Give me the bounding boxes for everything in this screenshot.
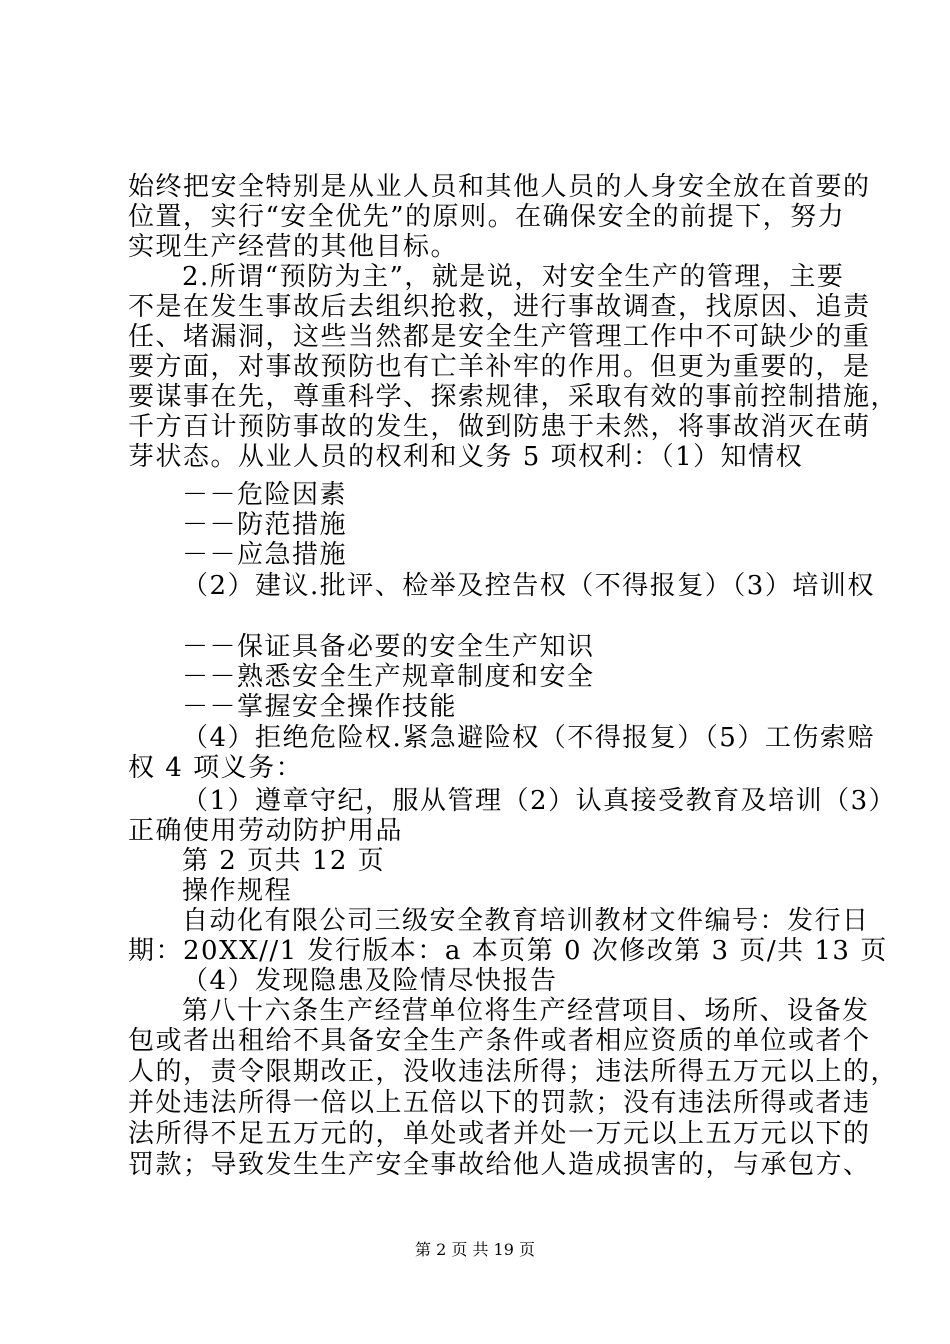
text-line-29: 人的，责令限期改正，没收违法所得；违法所得五万元以上的， [128,1057,899,1087]
text-line-3: 实现生产经营的其他目标。 [128,232,459,262]
text-line-12: －－防范措施 [182,510,348,540]
text-line-14: （2）建议.批评、检举及控告权（不得报复）（3）培训权 [182,571,875,601]
text-line-1: 始终把安全特别是从业人员和其他人员的人身安全放在首要的 [128,172,871,202]
text-line-22: 第 2 页共 12 页 [182,846,386,876]
text-line-6: 任、堵漏洞，这些当然都是安全生产管理工作中不可缺少的重 [128,322,871,352]
text-line-31: 法所得不足五万元的，单处或者并处一万元以上五万元以下的 [128,1119,871,1149]
text-line-7: 要方面，对事故预防也有亡羊补牢的作用。但更为重要的，是 [128,352,871,382]
text-line-9: 千方百计预防事故的发生，做到防患于未然，将事故消灭在萌 [128,412,871,442]
text-line-15: －－保证具备必要的安全生产知识 [182,632,595,662]
text-line-20: （1）遵章守纪，服从管理（2）认真接受教育及培训（3） [182,786,897,816]
page-footer-label: 第 2 页 共 19 页 [415,1240,535,1259]
text-line-13: －－应急措施 [182,540,348,570]
text-line-27: 第八十六条生产经营单位将生产经营项目、场所、设备发 [182,996,870,1026]
text-line-11: －－危险因素 [182,480,348,510]
text-line-23: 操作规程 [182,876,293,906]
text-line-25: 期：20XX//1 发行版本：a 本页第 0 次修改第 3 页/共 13 页 [128,936,888,966]
text-line-28: 包或者出租给不具备安全生产条件或者相应资质的单位或者个 [128,1026,871,1056]
text-line-21: 正确使用劳动防护用品 [128,816,404,846]
text-line-24: 自动化有限公司三级安全教育培训教材文件编号：发行日 [182,906,870,936]
text-line-2: 位置，实行“安全优先”的原则。在确保安全的前提下，努力 [128,202,846,232]
text-line-10: 芽状态。从业人员的权利和义务 5 项权利：（1）知情权 [128,442,804,472]
text-line-4: 2.所谓“预防为主”，就是说，对安全生产的管理，主要 [182,262,845,292]
text-line-8: 要谋事在先，尊重科学、探索规律，采取有效的事前控制措施， [128,382,899,412]
text-line-32: 罚款；导致发生生产安全事故给他人造成损害的，与承包方、 [128,1150,871,1180]
text-line-30: 并处违法所得一倍以上五倍以下的罚款；没有违法所得或者违 [128,1088,871,1118]
text-line-26: （4）发现隐患及险情尽快报告 [182,966,558,996]
text-line-17: －－掌握安全操作技能 [182,692,458,722]
text-line-19: 权 4 项义务： [128,753,304,783]
text-line-5: 不是在发生事故后去组织抢救，进行事故调查，找原因、追责 [128,292,871,322]
text-line-16: －－熟悉安全生产规章制度和安全 [182,662,595,692]
text-line-18: （4）拒绝危险权.紧急避险权（不得报复）（5）工伤索赔 [182,723,875,753]
